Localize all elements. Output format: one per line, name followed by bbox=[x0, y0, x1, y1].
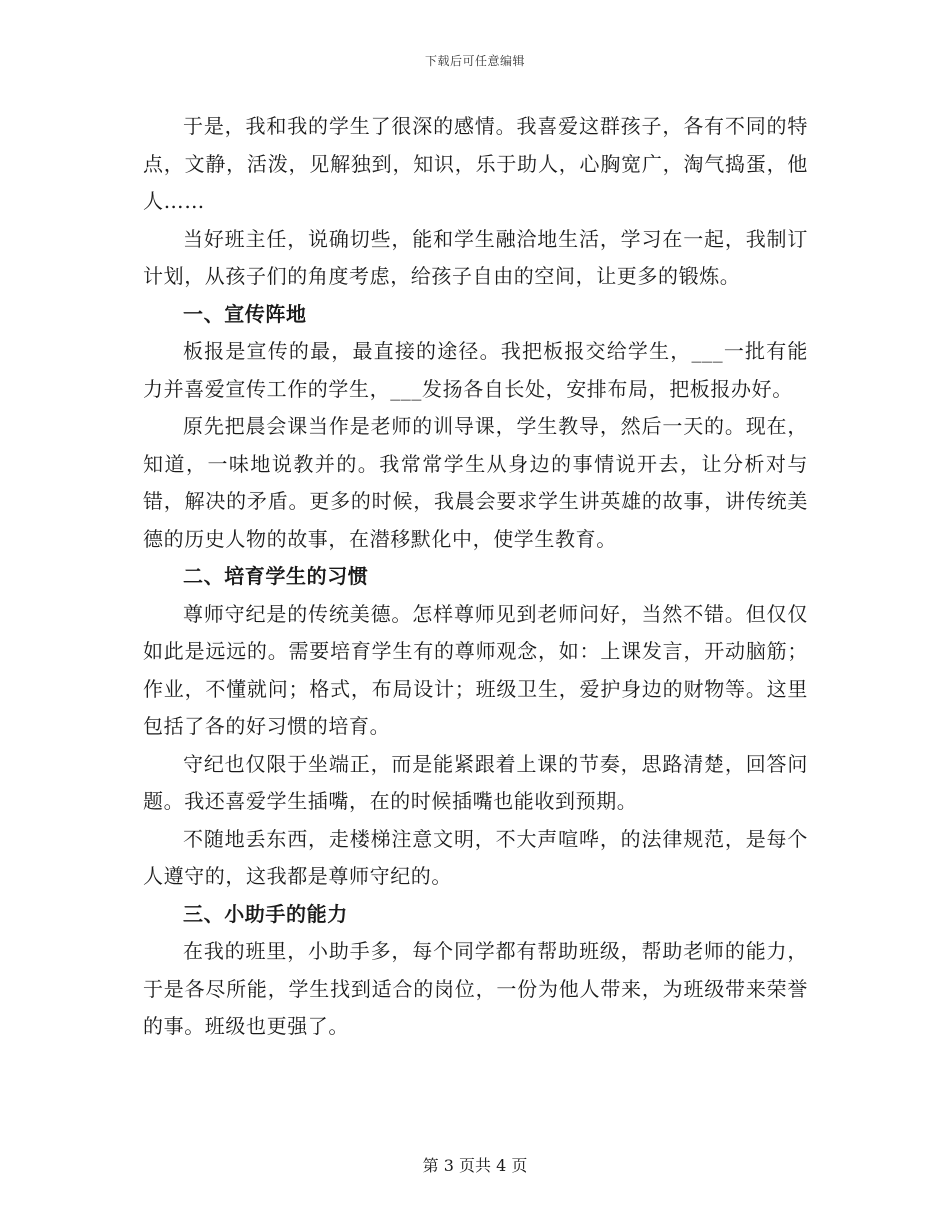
paragraph-7: 不随地丢东西，走楼梯注意文明，不大声喧哗，的法律规范，是每个人遵守的，这我都是尊师守纪的。 bbox=[143, 826, 808, 888]
paragraph-6: 守纪也仅限于坐端正，而是能紧跟着上课的节奏，思路清楚，回答问题。我还喜爱学生插嘴，在的时候插嘴也能收到预期。 bbox=[143, 751, 808, 813]
page-number-footer: 第 3 页共 4 页 bbox=[422, 1156, 528, 1175]
section-heading-1: 一、宣传阵地 bbox=[183, 301, 307, 326]
section-heading-3: 三、小助手的能力 bbox=[183, 901, 348, 926]
document-body bbox=[143, 108, 808, 1046]
paragraph-2: 当好班主任，说确切些，能和学生融洽地生活，学习在一起，我制订计划，从孩子们的角度考虑，给孩子自由的空间，让更多的锻炼。 bbox=[143, 226, 808, 288]
paragraph-4: 原先把晨会课当作是老师的训导课，学生教导，然后一天的。现在，知道，一味地说教并的。我常常学生从身边的事情说开去，让分析对与错，解决的矛盾。更多的时候，我晨会要求学生讲英雄的故事，讲传统美德的历史人物的故事，在潜移默化中，使学生教育。 bbox=[143, 414, 808, 551]
paragraph-3: 板报是宣传的最，最直接的途径。我把板报交给学生，___一批有能力并喜爱宣传工作的学生，___发扬各自长处，安排布局，把板报办好。 bbox=[143, 339, 808, 401]
paragraph-8: 在我的班里，小助手多，每个同学都有帮助班级，帮助老师的能力，于是各尽所能，学生找到适合的岗位，一份为他人带来，为班级带来荣誉的事。班级也更强了。 bbox=[143, 939, 808, 1038]
section-heading-2: 二、培育学生的习惯 bbox=[183, 564, 369, 588]
paragraph-1: 于是，我和我的学生了很深的感情。我喜爱这群孩子，各有不同的特点，文静，活泼，见解独到，知识，乐于助人，心胸宽广，淘气捣蛋，他人…… bbox=[143, 114, 808, 213]
paragraph-5: 尊师守纪是的传统美德。怎样尊师见到老师问好，当然不错。但仅仅如此是远远的。需要培育学生有的尊师观念，如：上课发言，开动脑筋；作业，不懂就问；格式，布局设计；班级卫生，爱护身边的财物等。这里包括了各的好习惯的培育。 bbox=[143, 601, 808, 738]
page-header: 下载后可任意编辑 bbox=[424, 54, 525, 68]
